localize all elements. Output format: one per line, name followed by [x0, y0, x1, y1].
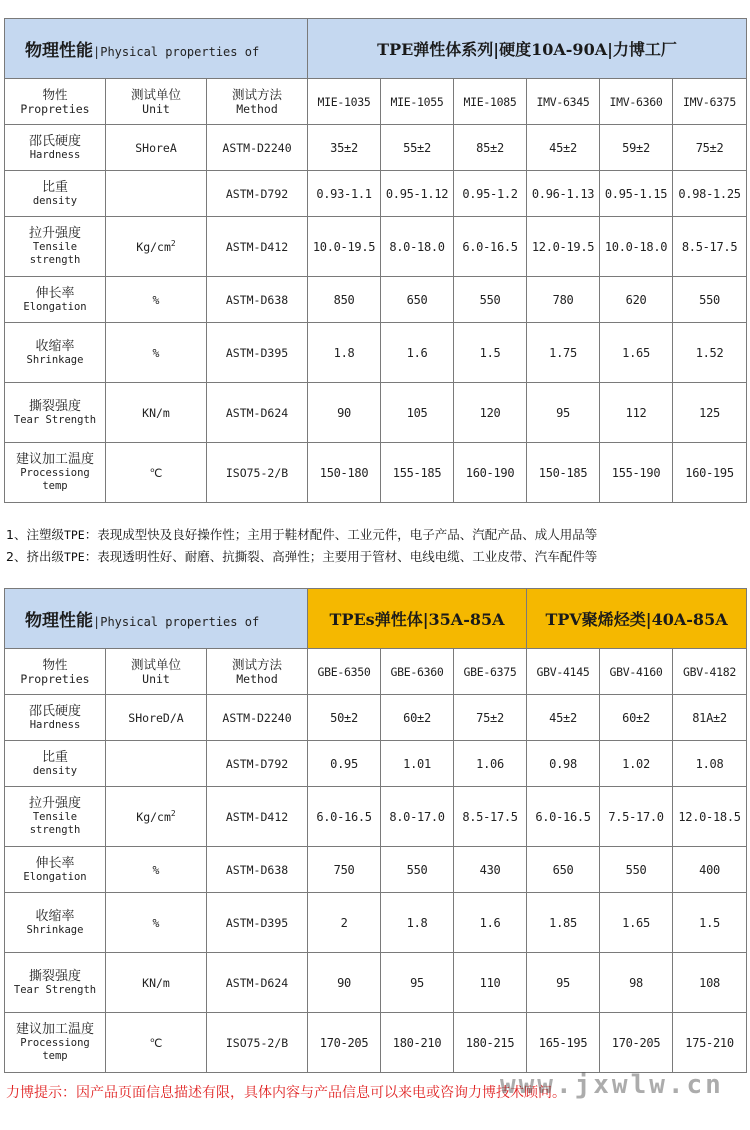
property-name-cell: 撕裂强度 Tear Strength [5, 953, 106, 1013]
table-row [5, 217, 747, 277]
grade-header: MIE-1035 [308, 79, 381, 125]
value-cell: 180-215 [454, 1013, 527, 1073]
method-cell: ASTM-D2240 [207, 125, 308, 171]
table2-title-en: |Physical properties of [93, 615, 260, 629]
table-row [5, 443, 747, 503]
grade-header: GBE-6375 [454, 649, 527, 695]
method-cell: ASTM-D2240 [207, 695, 308, 741]
table2-group-title-tpv: TPV聚烯烃类|40A-85A [527, 589, 747, 649]
table-row [5, 847, 747, 893]
properties-table-1 [4, 18, 747, 503]
table1-title-en: |Physical properties of [93, 45, 260, 59]
table-row [5, 695, 747, 741]
grade-header: IMV-6375 [673, 79, 747, 125]
unit-cell: % [106, 277, 207, 323]
col-header-unit: 测试单位 Unit [106, 79, 207, 125]
value-cell: 0.95-1.2 [454, 171, 527, 217]
value-cell: 35±2 [308, 125, 381, 171]
value-cell: 650 [381, 277, 454, 323]
unit-cell: $Kg/cm^2$ [106, 787, 207, 847]
method-cell: ASTM-D792 [207, 171, 308, 217]
property-name-cell: 建议加工温度 Processiong temp [5, 443, 106, 503]
value-cell: 1.65 [600, 323, 673, 383]
notice-text: 力博提示：因产品页面信息描述有限，具体内容与产品信息可以来电或咨询力博技术顾问。 [6, 1085, 566, 1101]
value-cell: 90 [308, 383, 381, 443]
col-header-method: 测试方法 Method [207, 79, 308, 125]
property-name-cell: 伸长率 Elongation [5, 847, 106, 893]
method-cell: ASTM-D638 [207, 847, 308, 893]
value-cell: 155-190 [600, 443, 673, 503]
value-cell: 160-190 [454, 443, 527, 503]
value-cell: 6.0-16.5 [308, 787, 381, 847]
table1-title [5, 19, 308, 79]
method-cell: ASTM-D412 [207, 787, 308, 847]
unit-cell: % [106, 847, 207, 893]
unit-cell: SHoreA [106, 125, 207, 171]
unit-cell: SHoreD/A [106, 695, 207, 741]
value-cell: 75±2 [673, 125, 747, 171]
value-cell: 165-195 [527, 1013, 600, 1073]
value-cell: 750 [308, 847, 381, 893]
usage-notes [6, 524, 746, 568]
property-name-cell: 比重 density [5, 171, 106, 217]
grade-header: GBE-6350 [308, 649, 381, 695]
value-cell: 1.6 [454, 893, 527, 953]
value-cell: 620 [600, 277, 673, 323]
method-cell: ISO75-2/B [207, 443, 308, 503]
properties-table-2 [4, 588, 747, 1073]
col-header-method: 测试方法 Method [207, 649, 308, 695]
value-cell: 1.65 [600, 893, 673, 953]
value-cell: 98 [600, 953, 673, 1013]
value-cell: 95 [381, 953, 454, 1013]
value-cell: 12.0-19.5 [527, 217, 600, 277]
value-cell: 125 [673, 383, 747, 443]
table-row [5, 1013, 747, 1073]
value-cell: 110 [454, 953, 527, 1013]
value-cell: 1.02 [600, 741, 673, 787]
value-cell: 1.08 [673, 741, 747, 787]
value-cell: 0.98-1.25 [673, 171, 747, 217]
value-cell: 45±2 [527, 125, 600, 171]
property-name-cell: 邵氏硬度 Hardness [5, 695, 106, 741]
grade-header: MIE-1055 [381, 79, 454, 125]
unit-cell [106, 741, 207, 787]
value-cell: 1.5 [673, 893, 747, 953]
value-cell: 112 [600, 383, 673, 443]
table2-group-title-tpes: TPEs弹性体|35A-85A [308, 589, 527, 649]
table-row [5, 323, 747, 383]
value-cell: 0.95-1.15 [600, 171, 673, 217]
property-name-cell: 拉升强度 Tensile strength [5, 787, 106, 847]
table-row [5, 383, 747, 443]
table-row [5, 787, 747, 847]
table-row [5, 741, 747, 787]
value-cell: 170-205 [308, 1013, 381, 1073]
grade-header: GBV-4182 [673, 649, 747, 695]
unit-cell [106, 171, 207, 217]
method-cell: ASTM-D395 [207, 893, 308, 953]
usage-note: 1、注塑级TPE：表现成型快及良好操作性；主用于鞋材配件、工业元件，电子产品、汽配产品、成人用品等 [6, 527, 598, 542]
value-cell: 850 [308, 277, 381, 323]
table1-group-title: TPE弹性体系列|硬度10A-90A|力博工厂 [308, 19, 747, 79]
value-cell: 550 [600, 847, 673, 893]
value-cell: 1.8 [381, 893, 454, 953]
grade-header: IMV-6345 [527, 79, 600, 125]
value-cell: 8.5-17.5 [454, 787, 527, 847]
method-cell: ASTM-D412 [207, 217, 308, 277]
value-cell: 45±2 [527, 695, 600, 741]
value-cell: 7.5-17.0 [600, 787, 673, 847]
table1-column-header-row [5, 79, 747, 125]
value-cell: 10.0-19.5 [308, 217, 381, 277]
value-cell: 90 [308, 953, 381, 1013]
value-cell: 81A±2 [673, 695, 747, 741]
value-cell: 780 [527, 277, 600, 323]
method-cell: ASTM-D395 [207, 323, 308, 383]
value-cell: 85±2 [454, 125, 527, 171]
unit-cell: % [106, 893, 207, 953]
unit-cell: ℃ [106, 443, 207, 503]
value-cell: 0.98 [527, 741, 600, 787]
method-cell: ASTM-D624 [207, 953, 308, 1013]
value-cell: 150-180 [308, 443, 381, 503]
value-cell: 95 [527, 953, 600, 1013]
table2-column-header-row [5, 649, 747, 695]
property-name-cell: 收缩率 Shrinkage [5, 893, 106, 953]
table-row [5, 277, 747, 323]
value-cell: 8.5-17.5 [673, 217, 747, 277]
col-header-property: 物性 Propreties [5, 79, 106, 125]
property-name-cell: 建议加工温度 Processiong temp [5, 1013, 106, 1073]
usage-note: 2、挤出级TPE：表现透明性好、耐磨、抗撕裂、高弹性；主要用于管材、电线电缆、工业皮带、汽车配件等 [6, 549, 598, 564]
value-cell: 0.96-1.13 [527, 171, 600, 217]
table2-title [5, 589, 308, 649]
col-header-property: 物性 Propreties [5, 649, 106, 695]
value-cell: 60±2 [381, 695, 454, 741]
property-name-cell: 伸长率 Elongation [5, 277, 106, 323]
value-cell: 95 [527, 383, 600, 443]
value-cell: 0.93-1.1 [308, 171, 381, 217]
value-cell: 59±2 [600, 125, 673, 171]
value-cell: 400 [673, 847, 747, 893]
value-cell: 550 [381, 847, 454, 893]
value-cell: 60±2 [600, 695, 673, 741]
property-name-cell: 邵氏硬度 Hardness [5, 125, 106, 171]
table-row [5, 171, 747, 217]
value-cell: 8.0-17.0 [381, 787, 454, 847]
value-cell: 12.0-18.5 [673, 787, 747, 847]
value-cell: 1.6 [381, 323, 454, 383]
unit-cell: KN/m [106, 953, 207, 1013]
value-cell: 155-185 [381, 443, 454, 503]
value-cell: 8.0-18.0 [381, 217, 454, 277]
value-cell: 0.95 [308, 741, 381, 787]
col-header-unit: 测试单位 Unit [106, 649, 207, 695]
method-cell: ASTM-D624 [207, 383, 308, 443]
value-cell: 430 [454, 847, 527, 893]
grade-header: IMV-6360 [600, 79, 673, 125]
property-name-cell: 撕裂强度 Tear Strength [5, 383, 106, 443]
value-cell: 550 [454, 277, 527, 323]
value-cell: 6.0-16.5 [527, 787, 600, 847]
unit-cell: % [106, 323, 207, 383]
grade-header: GBV-4160 [600, 649, 673, 695]
property-name-cell: 收缩率 Shrinkage [5, 323, 106, 383]
value-cell: 50±2 [308, 695, 381, 741]
value-cell: 108 [673, 953, 747, 1013]
method-cell: ISO75-2/B [207, 1013, 308, 1073]
value-cell: 55±2 [381, 125, 454, 171]
value-cell: 1.01 [381, 741, 454, 787]
value-cell: 1.06 [454, 741, 527, 787]
value-cell: 1.5 [454, 323, 527, 383]
value-cell: 170-205 [600, 1013, 673, 1073]
value-cell: 1.75 [527, 323, 600, 383]
table-row [5, 953, 747, 1013]
unit-cell: KN/m [106, 383, 207, 443]
table-row [5, 893, 747, 953]
value-cell: 6.0-16.5 [454, 217, 527, 277]
value-cell: 150-185 [527, 443, 600, 503]
value-cell: 2 [308, 893, 381, 953]
value-cell: 550 [673, 277, 747, 323]
value-cell: 10.0-18.0 [600, 217, 673, 277]
value-cell: 175-210 [673, 1013, 747, 1073]
table-row [5, 125, 747, 171]
watermark: www.jxwlw.cn [500, 1070, 724, 1100]
grade-header: GBE-6360 [381, 649, 454, 695]
value-cell: 650 [527, 847, 600, 893]
value-cell: 1.8 [308, 323, 381, 383]
property-name-cell: 拉升强度 Tensile strength [5, 217, 106, 277]
method-cell: ASTM-D792 [207, 741, 308, 787]
unit-cell: ℃ [106, 1013, 207, 1073]
value-cell: 160-195 [673, 443, 747, 503]
table2-title-cn: 物理性能 [25, 611, 93, 631]
property-name-cell: 比重 density [5, 741, 106, 787]
value-cell: 120 [454, 383, 527, 443]
unit-cell: $Kg/cm^2$ [106, 217, 207, 277]
grade-header: MIE-1085 [454, 79, 527, 125]
grade-header: GBV-4145 [527, 649, 600, 695]
value-cell: 0.95-1.12 [381, 171, 454, 217]
value-cell: 1.85 [527, 893, 600, 953]
method-cell: ASTM-D638 [207, 277, 308, 323]
value-cell: 180-210 [381, 1013, 454, 1073]
value-cell: 75±2 [454, 695, 527, 741]
value-cell: 105 [381, 383, 454, 443]
table1-title-cn: 物理性能 [25, 41, 93, 61]
value-cell: 1.52 [673, 323, 747, 383]
